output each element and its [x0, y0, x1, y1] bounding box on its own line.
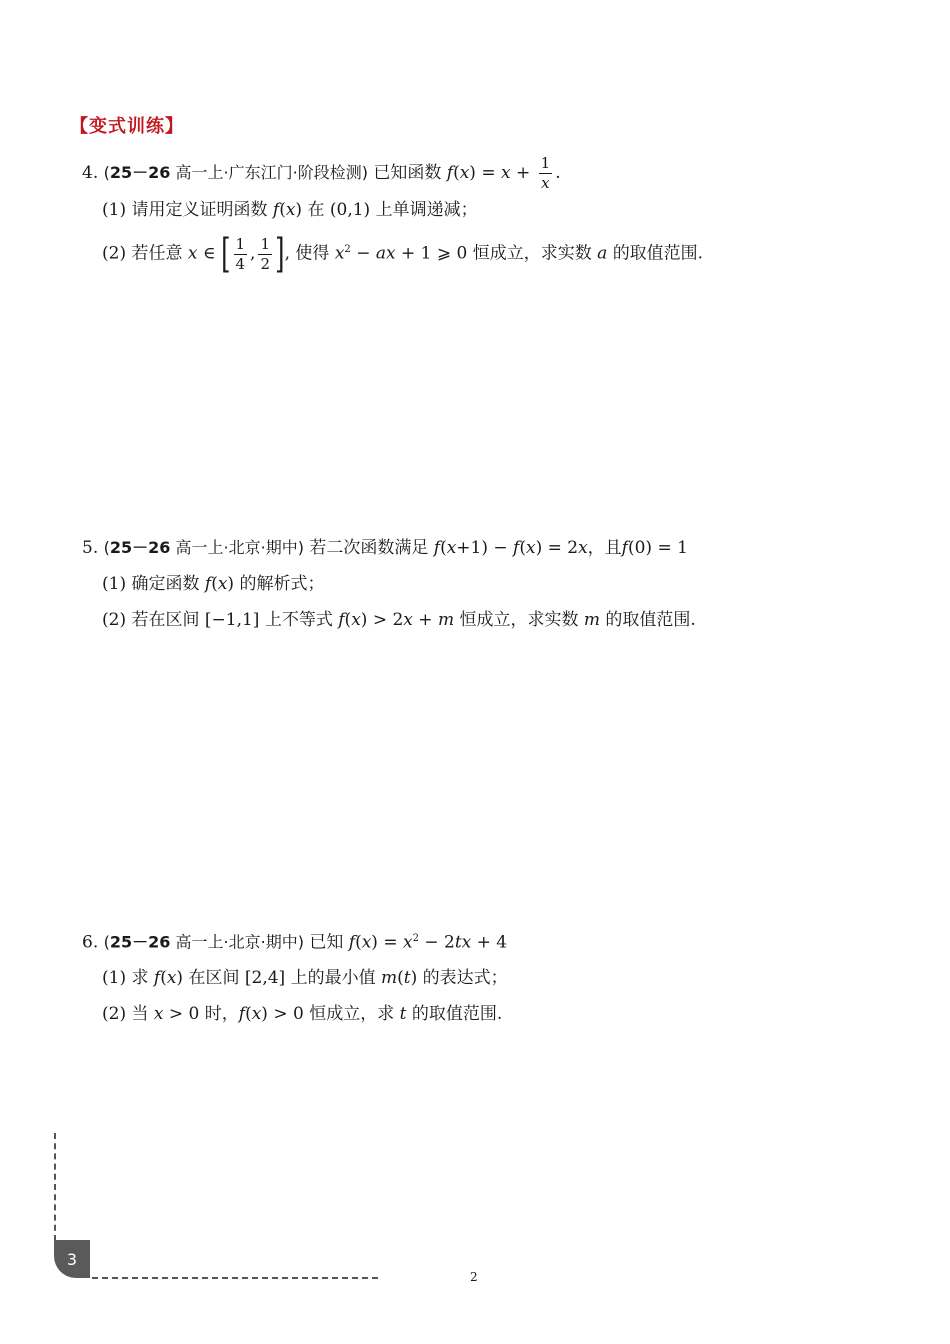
part-2: (2) 若在区间 [−1,1] 上不等式 f(x) > 2x + m 恒成立，求实数 m 的取值范围. [102, 610, 696, 630]
problem-source: (25－26 高一上·北京·期中) [103, 932, 304, 952]
problem-number: 6. [82, 932, 99, 953]
margin-dashed-line [54, 1133, 56, 1241]
page-tab-number: 3 [66, 1249, 78, 1269]
problem-source: (25－26 高一上·北京·期中) [103, 538, 304, 557]
section-heading: 【变式训练】 [70, 116, 184, 137]
part-2: (2) 当 x > 0 时，f(x) > 0 恒成立，求 t 的取值范围. [102, 1004, 503, 1024]
problem-number: 4. [82, 163, 99, 183]
problem-number: 5. [82, 538, 99, 558]
problem-stem: 若二次函数满足 [309, 538, 429, 558]
footer-dashed-line [92, 1277, 378, 1279]
formula: f(x) = x + $\frac{1}{x}$ . [446, 154, 561, 192]
problem-stem: 已知 [309, 932, 344, 953]
part-1: (1) 求 f(x) 在区间 [2,4] 上的最小值 m(t) 的表达式； [102, 968, 508, 988]
page-number: 2 [470, 1270, 478, 1284]
part-1: (1) 确定函数 f(x) 的解析式； [102, 574, 325, 594]
problem-source: (25－26 高一上·广东江门·阶段检测) [103, 163, 368, 182]
part-1: (1) 请用定义证明函数 f(x) 在 (0,1) 上单调递减； [102, 200, 478, 220]
part-2: (2) 若任意 x ∈ [ $\frac{1}{4}$ , $\frac{1}{2}$ ], 使得 $x^2$ − ax + 1 ⩾ 0 恒成立，求实数 a 的取值范围. [102, 231, 704, 277]
page-tab [54, 1240, 90, 1278]
problem-stem: 已知函数 [373, 163, 442, 183]
